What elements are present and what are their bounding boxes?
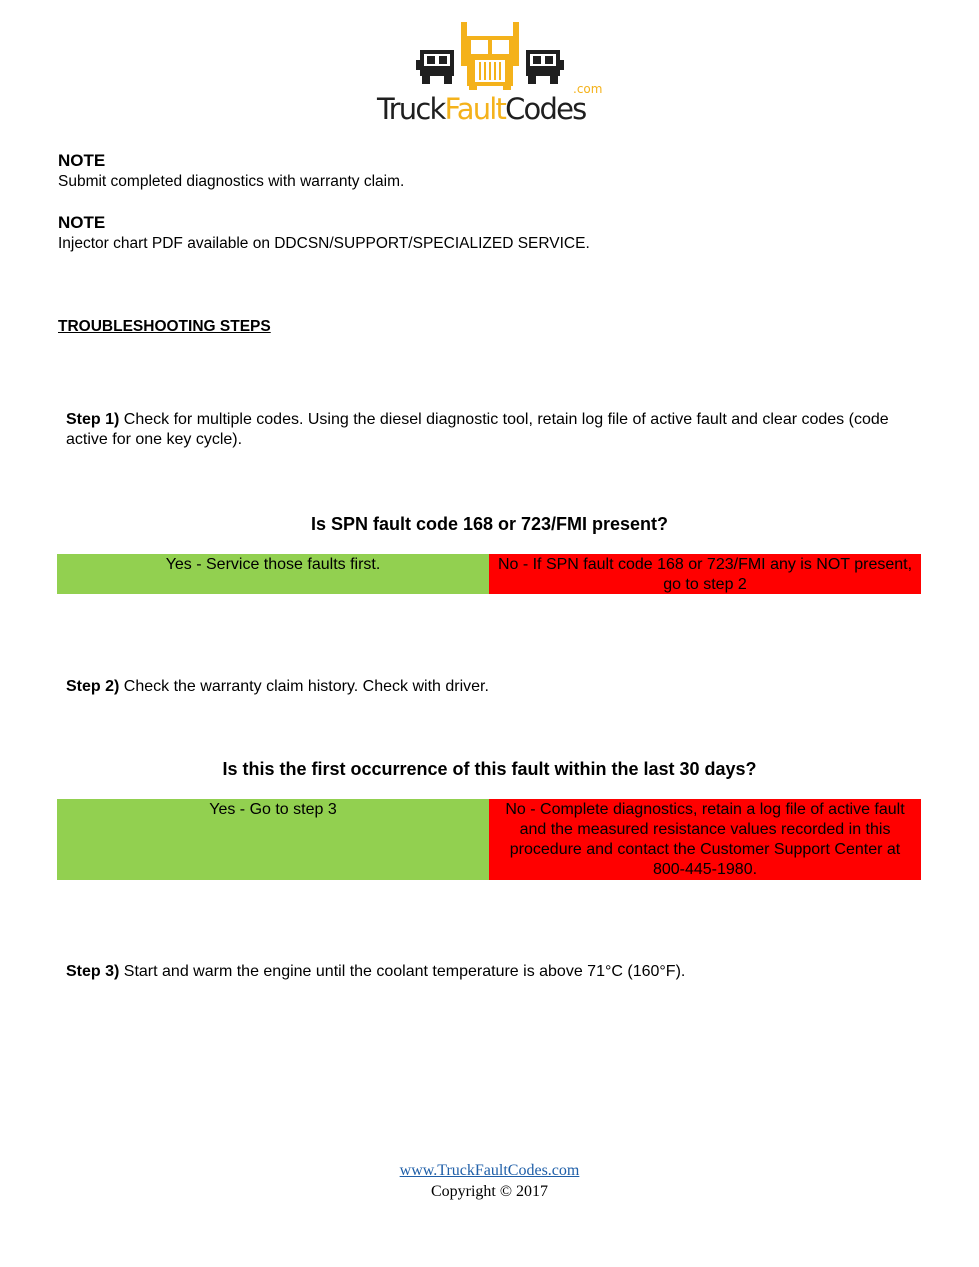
logo-word-3: Codes — [505, 92, 586, 126]
step-3 — [66, 962, 916, 982]
logo-wordmark — [377, 92, 603, 126]
question-2: Is this the first occurrence of this fault within the last 30 days? — [222, 759, 757, 779]
truck-icon — [377, 20, 603, 92]
note-heading-1: NOTE — [58, 151, 106, 170]
step-3-label: Step 3) — [66, 963, 120, 980]
step-1 — [66, 410, 916, 450]
step-1-label: Step 1) — [66, 411, 120, 428]
logo-suffix: .com — [573, 82, 603, 96]
logo-word-2: Fault — [444, 92, 506, 126]
note-text-2: Injector chart PDF available on DDCSN/SUPPORT/SPECIALIZED SERVICE. — [58, 235, 590, 252]
footer — [0, 1160, 979, 1202]
step-1-text: Check for multiple codes. Using the diesel diagnostic tool, retain log file of active fault and clear codes (code active for one key cycle). — [66, 411, 889, 448]
decision-table-2 — [57, 799, 921, 880]
question-1: Is SPN fault code 168 or 723/FMI present? — [310, 514, 669, 534]
step-2-label: Step 2) — [66, 678, 120, 695]
section-heading: TROUBLESHOOTING STEPS — [58, 318, 271, 335]
note-text-1: Submit completed diagnostics with warranty claim. — [58, 173, 405, 190]
step-3-text: Start and warm the engine until the coolant temperature is above 71°C (160°F). — [119, 963, 686, 980]
decision-table-1 — [57, 554, 921, 594]
no-answer-2: No - Complete diagnostics, retain a log file of active fault and the measured resistance values recorded in this procedure and contact the Customer Support Center at 800-445-1980. — [489, 799, 921, 880]
step-2-text: Check the warranty claim history. Check with driver. — [119, 678, 489, 695]
logo — [377, 20, 603, 128]
no-answer-1: No - If SPN fault code 168 or 723/FMI any is NOT present, go to step 2 — [489, 554, 921, 594]
footer-copyright: Copyright © 2017 — [430, 1183, 549, 1200]
footer-link[interactable]: www.TruckFaultCodes.com — [399, 1162, 580, 1179]
yes-answer-1: Yes - Service those faults first. — [57, 554, 489, 594]
yes-answer-2: Yes - Go to step 3 — [57, 799, 489, 880]
note-heading-2: NOTE — [58, 213, 106, 232]
step-2 — [66, 677, 916, 697]
logo-word-1: Truck — [377, 92, 445, 126]
